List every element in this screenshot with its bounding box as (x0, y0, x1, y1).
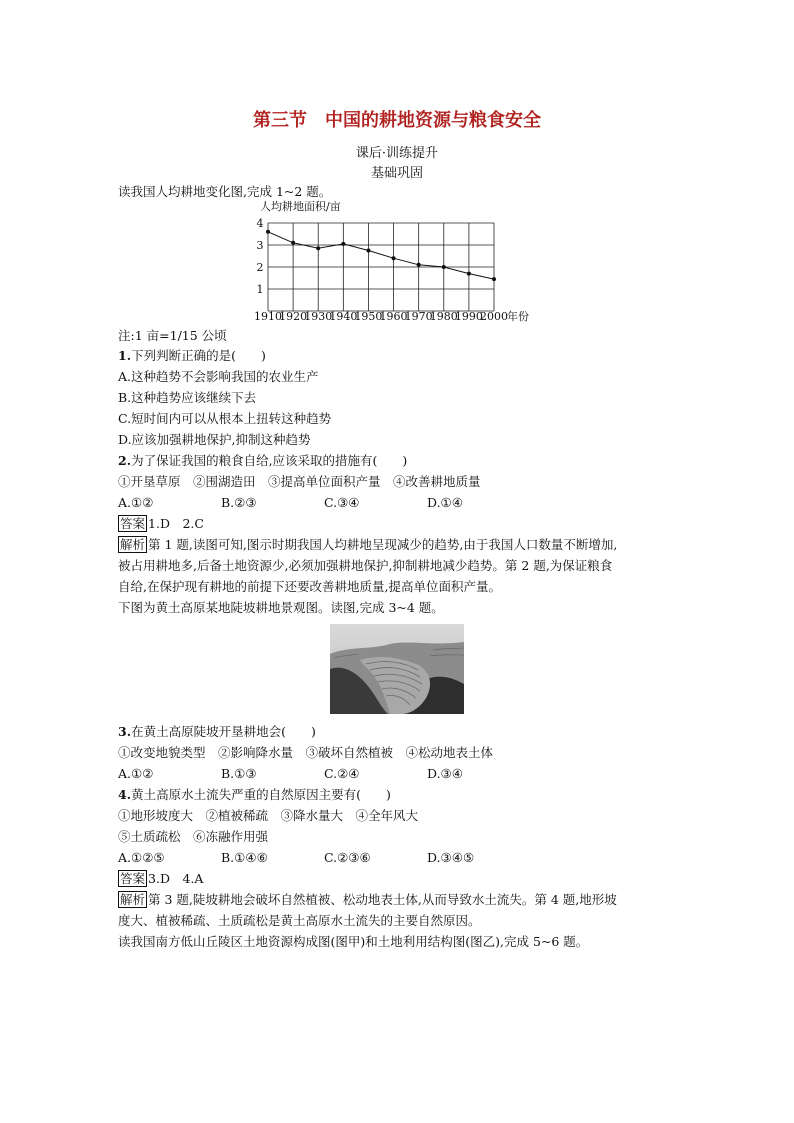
x-tick-1940: 1940 (329, 310, 358, 323)
q4-items-1: ①地形坡度大 ②植被稀疏 ③降水量大 ④全年风大 (118, 808, 419, 823)
page-title: 第三节 中国的耕地资源与粮食安全 (253, 110, 541, 131)
data-point-1940 (341, 242, 345, 246)
chart-points (266, 230, 496, 281)
y-tick-2: 2 (256, 261, 264, 274)
answer-tag: 答案 (120, 516, 146, 531)
y-tick-4: 4 (256, 217, 264, 230)
question-1 (118, 347, 266, 365)
intro-q5-6: 读我国南方低山丘陵区土地资源构成图(图甲)和土地利用结构图(图乙),完成 5~6 题。 (118, 934, 589, 949)
q3-number: 3. (118, 724, 132, 739)
q3-option-d: D.③④ (427, 766, 463, 781)
q2-option-b: B.②③ (221, 495, 257, 510)
q1-stem: 下列判断正确的是( ) (131, 348, 266, 363)
explanation-tag: 解析 (120, 537, 146, 552)
q4-options (118, 849, 474, 867)
data-point-1980 (442, 265, 446, 269)
loess-plateau-photo (330, 624, 464, 714)
answer-3-4 (118, 870, 203, 888)
x-tick-2000: 2000 (480, 310, 508, 323)
q1-number: 1. (118, 348, 132, 363)
answer-text-2: 3.D 4.A (148, 871, 204, 886)
unit-note: 注:1 亩=1/15 公顷 (118, 328, 227, 343)
intro-q3-4: 下图为黄土高原某地陡坡耕地景观图。读图,完成 3~4 题。 (118, 600, 444, 615)
question-3 (118, 723, 316, 741)
q4-stem: 黄土高原水土流失严重的自然原因主要有( ) (131, 787, 391, 802)
chart-series-line (268, 232, 494, 279)
x-tick-1920: 1920 (279, 310, 308, 323)
q4-option-c: C.②③⑥ (324, 850, 371, 865)
data-point-1970 (417, 263, 421, 267)
q4-items-2: ⑤土质疏松 ⑥冻融作用强 (118, 829, 269, 844)
x-tick-1950: 1950 (354, 310, 383, 323)
q3-options (118, 765, 463, 783)
y-tick-3: 3 (256, 239, 264, 252)
chart-x-label: 年份 (507, 310, 529, 323)
q2-stem: 为了保证我国的粮食自给,应该采取的措施有( ) (131, 453, 408, 468)
data-point-1950 (366, 249, 370, 253)
x-tick-1910: 1910 (254, 310, 282, 323)
y-tick-1: 1 (256, 283, 264, 296)
q1-option-b: B.这种趋势应该继续下去 (118, 390, 257, 405)
data-point-1930 (316, 246, 320, 250)
q1-option-c: C.短时间内可以从根本上扭转这种趋势 (118, 411, 332, 426)
q1-option-a: A.这种趋势不会影响我国的农业生产 (118, 369, 319, 384)
q3-option-a: A.①② (118, 766, 154, 781)
q2-options (118, 494, 463, 512)
x-tick-1970: 1970 (404, 310, 433, 323)
subtitle-after-class: 课后·训练提升 (355, 146, 439, 161)
q2-number: 2. (118, 453, 132, 468)
chart-grid (268, 223, 494, 311)
x-tick-1960: 1960 (379, 310, 408, 323)
q3-option-b: B.①③ (221, 766, 257, 781)
data-point-1920 (291, 241, 295, 245)
subtitle-basic: 基础巩固 (370, 166, 423, 181)
q4-option-b: B.①④⑥ (221, 850, 268, 865)
question-4 (118, 786, 391, 804)
q2-items: ①开垦草原 ②围湖造田 ③提高单位面积产量 ④改善耕地质量 (118, 474, 481, 489)
per-capita-farmland-chart (252, 196, 552, 324)
data-point-2000 (492, 277, 496, 281)
answer-tag-2: 答案 (120, 871, 146, 886)
explanation-1-line2: 被占用耕地多,后备土地资源少,必须加强耕地保护,抑制耕地减少趋势。第 2 题,为保证粮食 (118, 558, 613, 573)
q2-option-c: C.③④ (324, 495, 360, 510)
data-point-1990 (467, 272, 471, 276)
x-tick-1980: 1980 (429, 310, 458, 323)
data-point-1960 (392, 256, 396, 260)
intro-q1-2: 读我国人均耕地变化图,完成 1~2 题。 (118, 184, 332, 199)
q2-option-d: D.①④ (427, 495, 463, 510)
explanation-2-line1 (118, 891, 617, 909)
explanation-2-text1: 第 3 题,陡坡耕地会破坏自然植被、松动地表土体,从而导致水土流失。第 4 题,地形坡 (148, 892, 617, 907)
explanation-2-line2: 度大、植被稀疏、土质疏松是黄土高原水土流失的主要自然原因。 (118, 913, 481, 928)
q3-option-c: C.②④ (324, 766, 360, 781)
x-tick-1990: 1990 (454, 310, 483, 323)
explanation-1-line3: 自给,在保护现有耕地的前提下还要改善耕地质量,提高单位面积产量。 (118, 579, 501, 594)
q3-stem: 在黄土高原陡坡开垦耕地会( ) (131, 724, 316, 739)
q1-option-d: D.应该加强耕地保护,抑制这种趋势 (118, 432, 311, 447)
explanation-1-line1 (118, 536, 617, 554)
chart-x-ticks (254, 310, 508, 323)
question-2 (118, 452, 407, 470)
answer-text: 1.D 2.C (148, 516, 204, 531)
explanation-tag-2: 解析 (120, 892, 146, 907)
q4-option-d: D.③④⑤ (427, 850, 475, 865)
chart-y-label: 人均耕地面积/亩 (260, 200, 341, 213)
q2-option-a: A.①② (118, 495, 154, 510)
answer-1-2 (118, 515, 204, 533)
data-point-1910 (266, 230, 270, 234)
q3-items: ①改变地貌类型 ②影响降水量 ③破坏自然植被 ④松动地表土体 (118, 745, 494, 760)
x-tick-1930: 1930 (304, 310, 333, 323)
chart-y-ticks (257, 217, 264, 296)
q4-option-a: A.①②⑤ (118, 850, 165, 865)
q4-number: 4. (118, 787, 132, 802)
explanation-1-text1: 第 1 题,读图可知,图示时期我国人均耕地呈现减少的趋势,由于我国人口数量不断增加, (148, 537, 618, 552)
